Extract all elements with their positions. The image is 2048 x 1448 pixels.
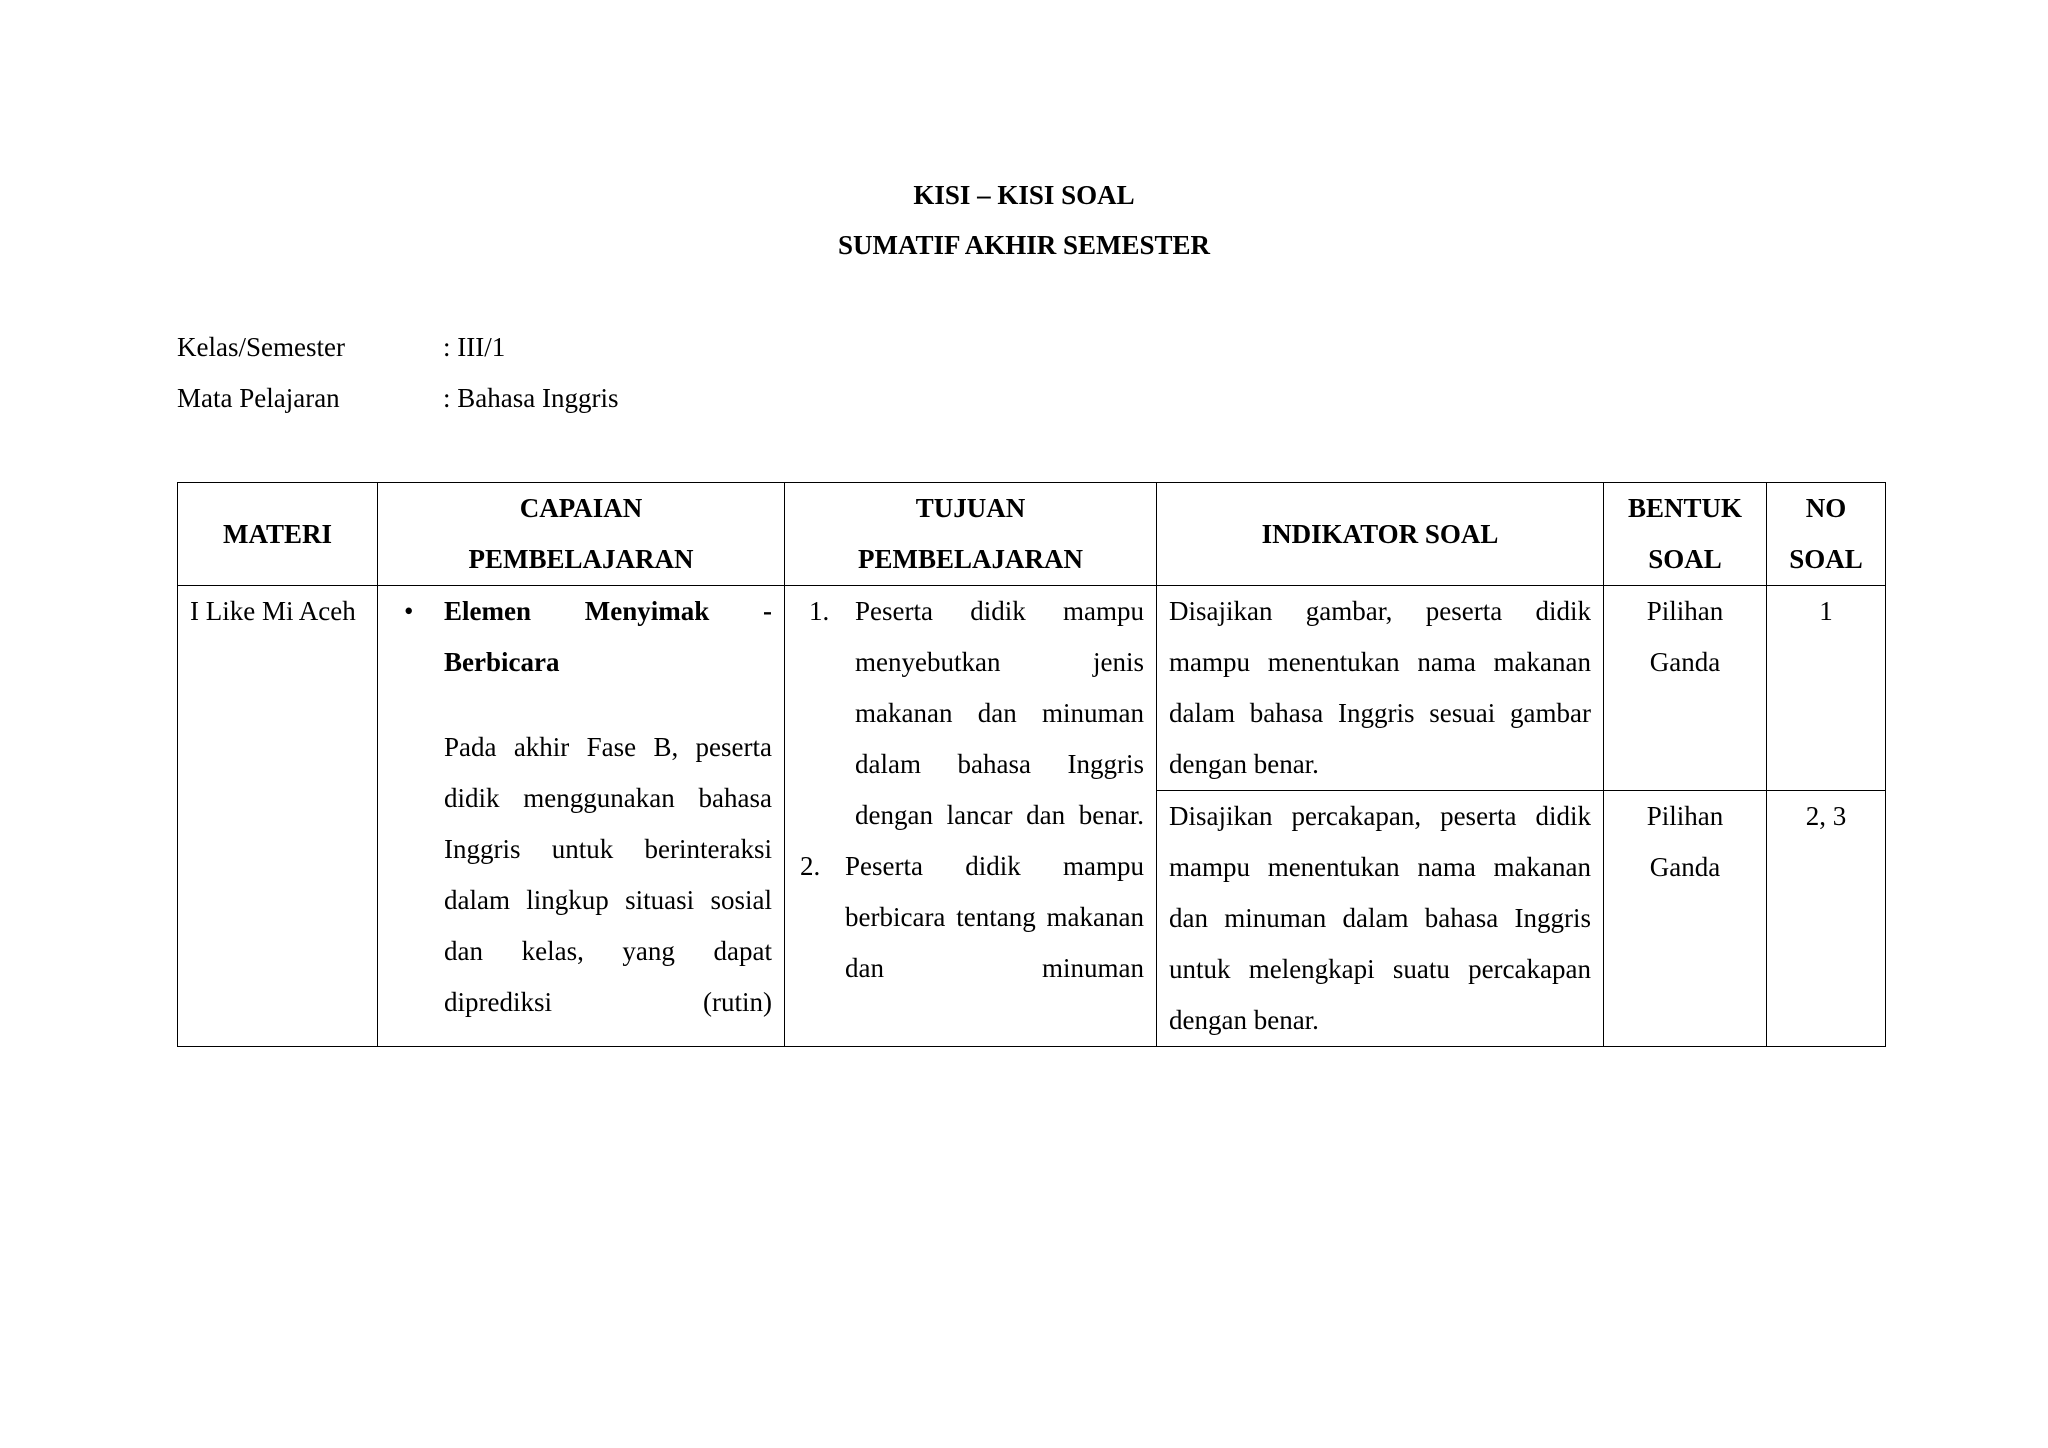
subject-label: Mata Pelajaran (177, 383, 340, 413)
header-indikator: INDIKATOR SOAL (1157, 483, 1604, 586)
capaian-cell (378, 586, 785, 1047)
tujuan-number-2: 2. (800, 851, 821, 881)
class-semester-row (177, 330, 505, 364)
subject-row (177, 381, 618, 415)
tujuan-item-2 (785, 841, 1156, 994)
no-cell (1767, 791, 1886, 1047)
subject-value: : Bahasa Inggris (443, 383, 619, 413)
header-materi: MATERI (178, 483, 378, 586)
tujuan-text-2: Peserta didik mampu berbicara tentang makanan dan minuman (845, 851, 1144, 983)
materi-text: I Like Mi Aceh (190, 596, 356, 626)
grid-table (177, 482, 1886, 1047)
bentuk-cell (1604, 586, 1767, 791)
header-bentuk: BENTUK SOAL (1604, 483, 1767, 586)
class-semester-label: Kelas/Semester (177, 332, 345, 362)
header-tujuan: TUJUAN PEMBELAJARAN (785, 483, 1157, 586)
document-title: KISI – KISI SOAL (913, 180, 1135, 210)
indikator-cell (1157, 586, 1604, 791)
bentuk-text: Pilihan Ganda (1646, 596, 1724, 677)
header-no: NO SOAL (1767, 483, 1886, 586)
bentuk-cell (1604, 791, 1767, 1047)
document-subtitle: SUMATIF AKHIR SEMESTER (837, 230, 1211, 260)
materi-cell (178, 586, 378, 1047)
tujuan-item-1 (785, 586, 1156, 841)
tujuan-text-1: Peserta didik mampu menyebutkan jenis makanan dan minuman dalam bahasa Inggris dengan lancar dan benar. (855, 596, 1144, 830)
bullet-icon: • (404, 596, 414, 626)
indikator-cell (1157, 791, 1604, 1047)
tujuan-cell (785, 586, 1157, 1047)
indikator-text: Disajikan percakapan, peserta didik mampu menentukan nama makanan dan minuman dalam bahasa Inggris untuk melengkapi suatu percakapan dengan benar. (1169, 801, 1591, 1035)
table-row (178, 586, 1886, 791)
grid-table-wrapper (177, 482, 1886, 1047)
table-header-row (178, 483, 1886, 586)
bentuk-text: Pilihan Ganda (1646, 801, 1724, 882)
header-capaian: CAPAIAN PEMBELAJARAN (378, 483, 785, 586)
capaian-body: Pada akhir Fase B, peserta didik menggunakan bahasa Inggris untuk berinteraksi dalam lingkup situasi sosial dan kelas, yang dapat diprediksi (rutin) (444, 732, 772, 1017)
indikator-text: Disajikan gambar, peserta didik mampu menentukan nama makanan dalam bahasa Inggris sesuai gambar dengan benar. (1169, 596, 1591, 779)
no-text: 2, 3 (1805, 801, 1847, 831)
no-cell (1767, 586, 1886, 791)
capaian-heading: Elemen Menyimak - Berbicara (444, 596, 772, 677)
class-semester-value: : III/1 (443, 332, 506, 362)
no-text: 1 (1819, 596, 1833, 626)
tujuan-number-1: 1. (809, 596, 830, 626)
